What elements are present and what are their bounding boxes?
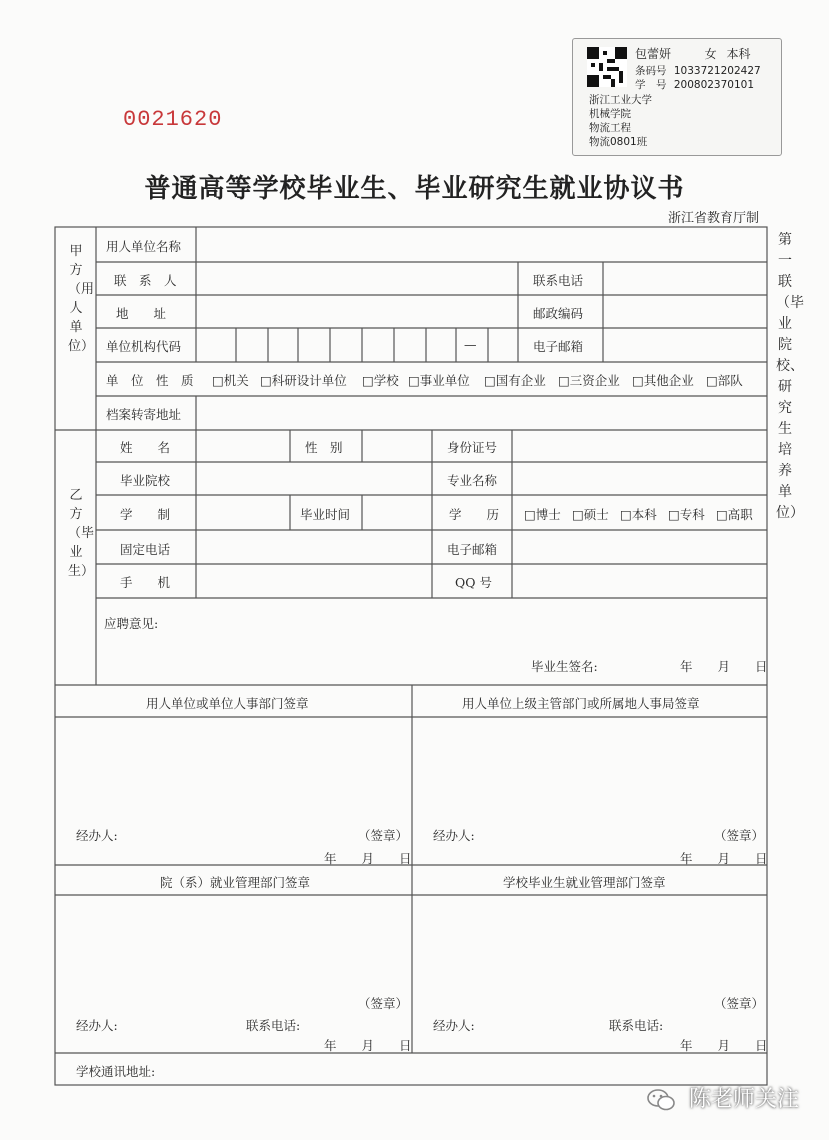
degree-label: 学 历 xyxy=(449,507,500,522)
degree-checkbox[interactable]: □专科 xyxy=(668,507,705,522)
handler-label: 经办人: xyxy=(76,828,118,843)
qq-label: QQ 号 xyxy=(455,575,492,590)
employer-seal-title: 用人单位或单位人事部门签章 xyxy=(146,696,309,711)
major: 物流工程 xyxy=(589,122,631,134)
watermark-text: 陈老师关注 xyxy=(688,1087,799,1112)
unit-type-checkbox[interactable]: □科研设计单位 xyxy=(260,373,347,388)
student-level: 本科 xyxy=(726,47,751,61)
unit-type-checkbox[interactable]: □部队 xyxy=(706,373,743,388)
unit-name-label: 用人单位名称 xyxy=(106,239,182,254)
unit-type-checkbox[interactable]: □国有企业 xyxy=(484,373,546,388)
email-label-a: 电子邮箱 xyxy=(533,339,584,354)
seal-date: 年 月 日 xyxy=(680,1038,768,1053)
mobile-label: 手 机 xyxy=(120,575,171,590)
phone-label: 联系电话: xyxy=(609,1018,664,1033)
school-seal-title: 学校毕业生就业管理部门签章 xyxy=(503,875,666,890)
landline-label: 固定电话 xyxy=(120,542,171,557)
school-label: 毕业院校 xyxy=(120,473,171,488)
seal-label: （签章） xyxy=(358,828,409,843)
university: 浙江工业大学 xyxy=(589,94,652,106)
serial-number: 0021620 xyxy=(123,107,223,132)
unit-type-checkbox[interactable]: □三资企业 xyxy=(558,373,620,388)
seal-date: 年 月 日 xyxy=(680,851,768,866)
degree-checkbox[interactable]: □高职 xyxy=(716,507,753,522)
degree-checkbox[interactable]: □硕士 xyxy=(572,507,609,522)
school-address-label: 学校通讯地址: xyxy=(76,1064,156,1079)
watermark xyxy=(646,1082,799,1113)
seal-label: （签章） xyxy=(714,996,765,1011)
signature-label: 毕业生签名: xyxy=(531,659,598,674)
student-gender: 女 xyxy=(704,47,717,61)
unit-type-checkbox[interactable]: □其他企业 xyxy=(632,373,694,388)
org-code-dash: — xyxy=(464,337,477,352)
phone-label: 联系电话: xyxy=(246,1018,301,1033)
seal-date: 年 月 日 xyxy=(324,851,412,866)
handler-label: 经办人: xyxy=(433,1018,475,1033)
wechat-icon xyxy=(646,1088,676,1112)
handler-label: 经办人: xyxy=(433,828,475,843)
page-title: 普通高等学校毕业生、毕业研究生就业协议书 xyxy=(144,174,685,204)
copy-label: 第一联（毕业院校、研究生培养单位） xyxy=(776,232,804,521)
signature-date: 年 月 日 xyxy=(680,659,768,674)
barcode-label: 条码号 xyxy=(635,65,667,77)
major-label: 专业名称 xyxy=(447,473,498,488)
barcode-value: 1033721202427 xyxy=(673,65,761,77)
student-id-value: 200802370101 xyxy=(673,79,755,91)
id-number-label: 身份证号 xyxy=(447,440,498,455)
dept-seal-title: 院（系）就业管理部门签章 xyxy=(160,875,311,890)
duration-label: 学 制 xyxy=(120,507,171,522)
college: 机械学院 xyxy=(589,108,631,120)
qr-code-icon xyxy=(587,47,627,87)
email-label-b: 电子邮箱 xyxy=(447,542,498,557)
party-b-label: 乙方（毕业生） xyxy=(68,488,95,579)
party-a-label: 甲方（用人单位） xyxy=(68,244,95,354)
class: 物流0801班 xyxy=(589,136,648,148)
unit-type-checkbox[interactable]: □事业单位 xyxy=(408,373,470,388)
opinion-label: 应聘意见: xyxy=(104,616,159,631)
grad-time-label: 毕业时间 xyxy=(300,507,351,522)
superior-seal-title: 用人单位上级主管部门或所属地人事局签章 xyxy=(462,696,700,711)
unit-type-checkbox[interactable]: □机关 xyxy=(212,373,249,388)
archive-address-label: 档案转寄地址 xyxy=(106,407,182,422)
name-label: 姓 名 xyxy=(120,440,171,455)
student-name: 包蕾妍 xyxy=(635,47,672,61)
postcode-label: 邮政编码 xyxy=(533,306,584,321)
unit-nature-label: 单 位 性 质 xyxy=(106,373,194,388)
seal-label: （签章） xyxy=(714,828,765,843)
student-sticker xyxy=(572,38,782,156)
degree-checkbox[interactable]: □博士 xyxy=(524,507,561,522)
unit-type-checkbox[interactable]: □学校 xyxy=(362,373,399,388)
address-label: 地 址 xyxy=(116,306,167,321)
degree-checkbox[interactable]: □本科 xyxy=(620,507,657,522)
seal-date: 年 月 日 xyxy=(324,1038,412,1053)
contact-person-label: 联 系 人 xyxy=(114,273,177,288)
contact-phone-label: 联系电话 xyxy=(533,273,584,288)
issuer: 浙江省教育厅制 xyxy=(667,211,759,226)
seal-label: （签章） xyxy=(358,996,409,1011)
org-code-label: 单位机构代码 xyxy=(106,339,182,354)
handler-label: 经办人: xyxy=(76,1018,118,1033)
gender-label: 性 别 xyxy=(305,440,343,455)
student-id-label: 学 号 xyxy=(635,79,667,91)
